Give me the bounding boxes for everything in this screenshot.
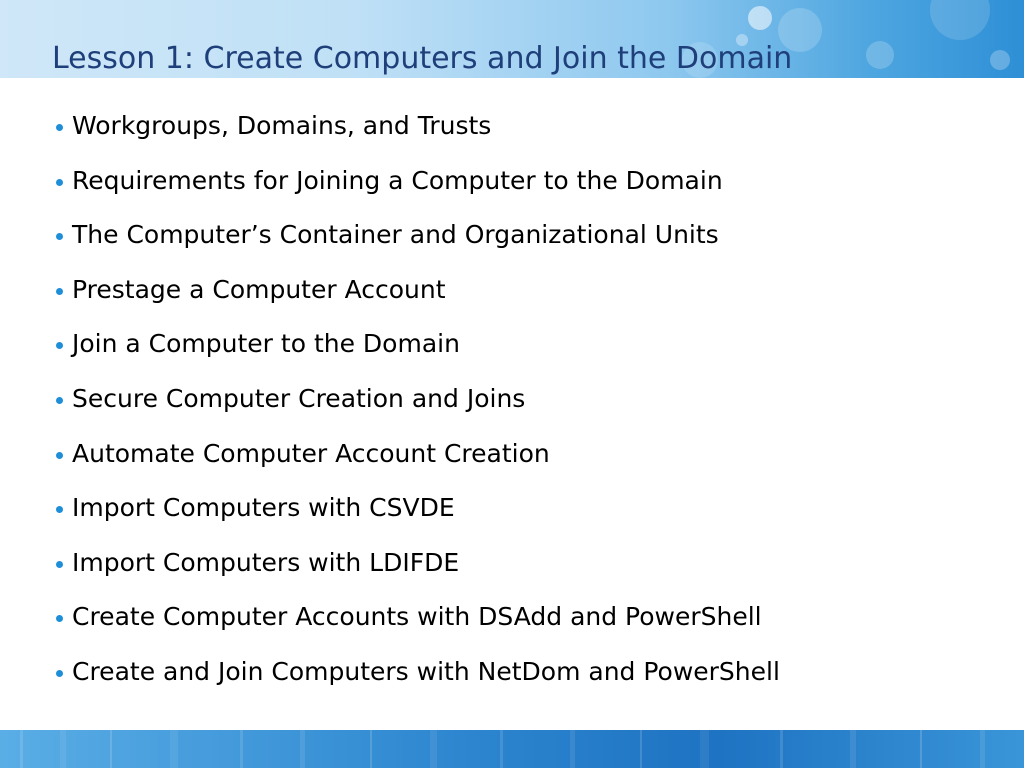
bullet-item bbox=[56, 436, 780, 491]
bullet-dot-icon bbox=[56, 506, 63, 513]
bullet-dot-icon bbox=[56, 397, 63, 404]
bullet-item bbox=[56, 272, 780, 327]
header-band bbox=[0, 0, 1024, 78]
bullet-item bbox=[56, 108, 780, 163]
bullet-text: Join a Computer to the Domain bbox=[72, 329, 460, 359]
bullet-dot-icon bbox=[56, 124, 63, 131]
bullet-item bbox=[56, 163, 780, 218]
bullet-dot-icon bbox=[56, 179, 63, 186]
bullet-dot-icon bbox=[56, 288, 63, 295]
bullet-text: Import Computers with LDIFDE bbox=[72, 547, 460, 577]
bullet-item bbox=[56, 217, 780, 272]
bullet-dot-icon bbox=[56, 342, 63, 349]
bullet-dot-icon bbox=[56, 615, 63, 622]
bullet-item bbox=[56, 381, 780, 436]
bullet-item bbox=[56, 326, 780, 381]
footer-band bbox=[0, 730, 1024, 768]
bullet-dot-icon bbox=[56, 670, 63, 677]
bullet-item bbox=[56, 490, 780, 545]
bullet-dot-icon bbox=[56, 452, 63, 459]
bullet-text: Requirements for Joining a Computer to the Domain bbox=[72, 165, 723, 195]
bullet-item bbox=[56, 599, 780, 654]
bullet-text: Automate Computer Account Creation bbox=[72, 438, 550, 468]
bullet-text: Create Computer Accounts with DSAdd and PowerShell bbox=[72, 602, 762, 632]
bullet-text: Import Computers with CSVDE bbox=[72, 493, 455, 523]
bullet-text: The Computer’s Container and Organizational Units bbox=[72, 220, 719, 250]
bullet-dot-icon bbox=[56, 561, 63, 568]
bullet-text: Prestage a Computer Account bbox=[72, 274, 446, 304]
footer-stripe-decoration bbox=[0, 730, 1024, 768]
bullet-item bbox=[56, 545, 780, 600]
bullet-text: Workgroups, Domains, and Trusts bbox=[72, 111, 492, 140]
bullet-dot-icon bbox=[56, 233, 63, 240]
bullet-item bbox=[56, 654, 780, 709]
slide-title: Lesson 1: Create Computers and Join the Domain bbox=[52, 41, 793, 76]
bullet-text: Create and Join Computers with NetDom and PowerShell bbox=[72, 656, 780, 686]
bullet-list bbox=[56, 108, 780, 709]
bullet-text: Secure Computer Creation and Joins bbox=[72, 383, 526, 413]
